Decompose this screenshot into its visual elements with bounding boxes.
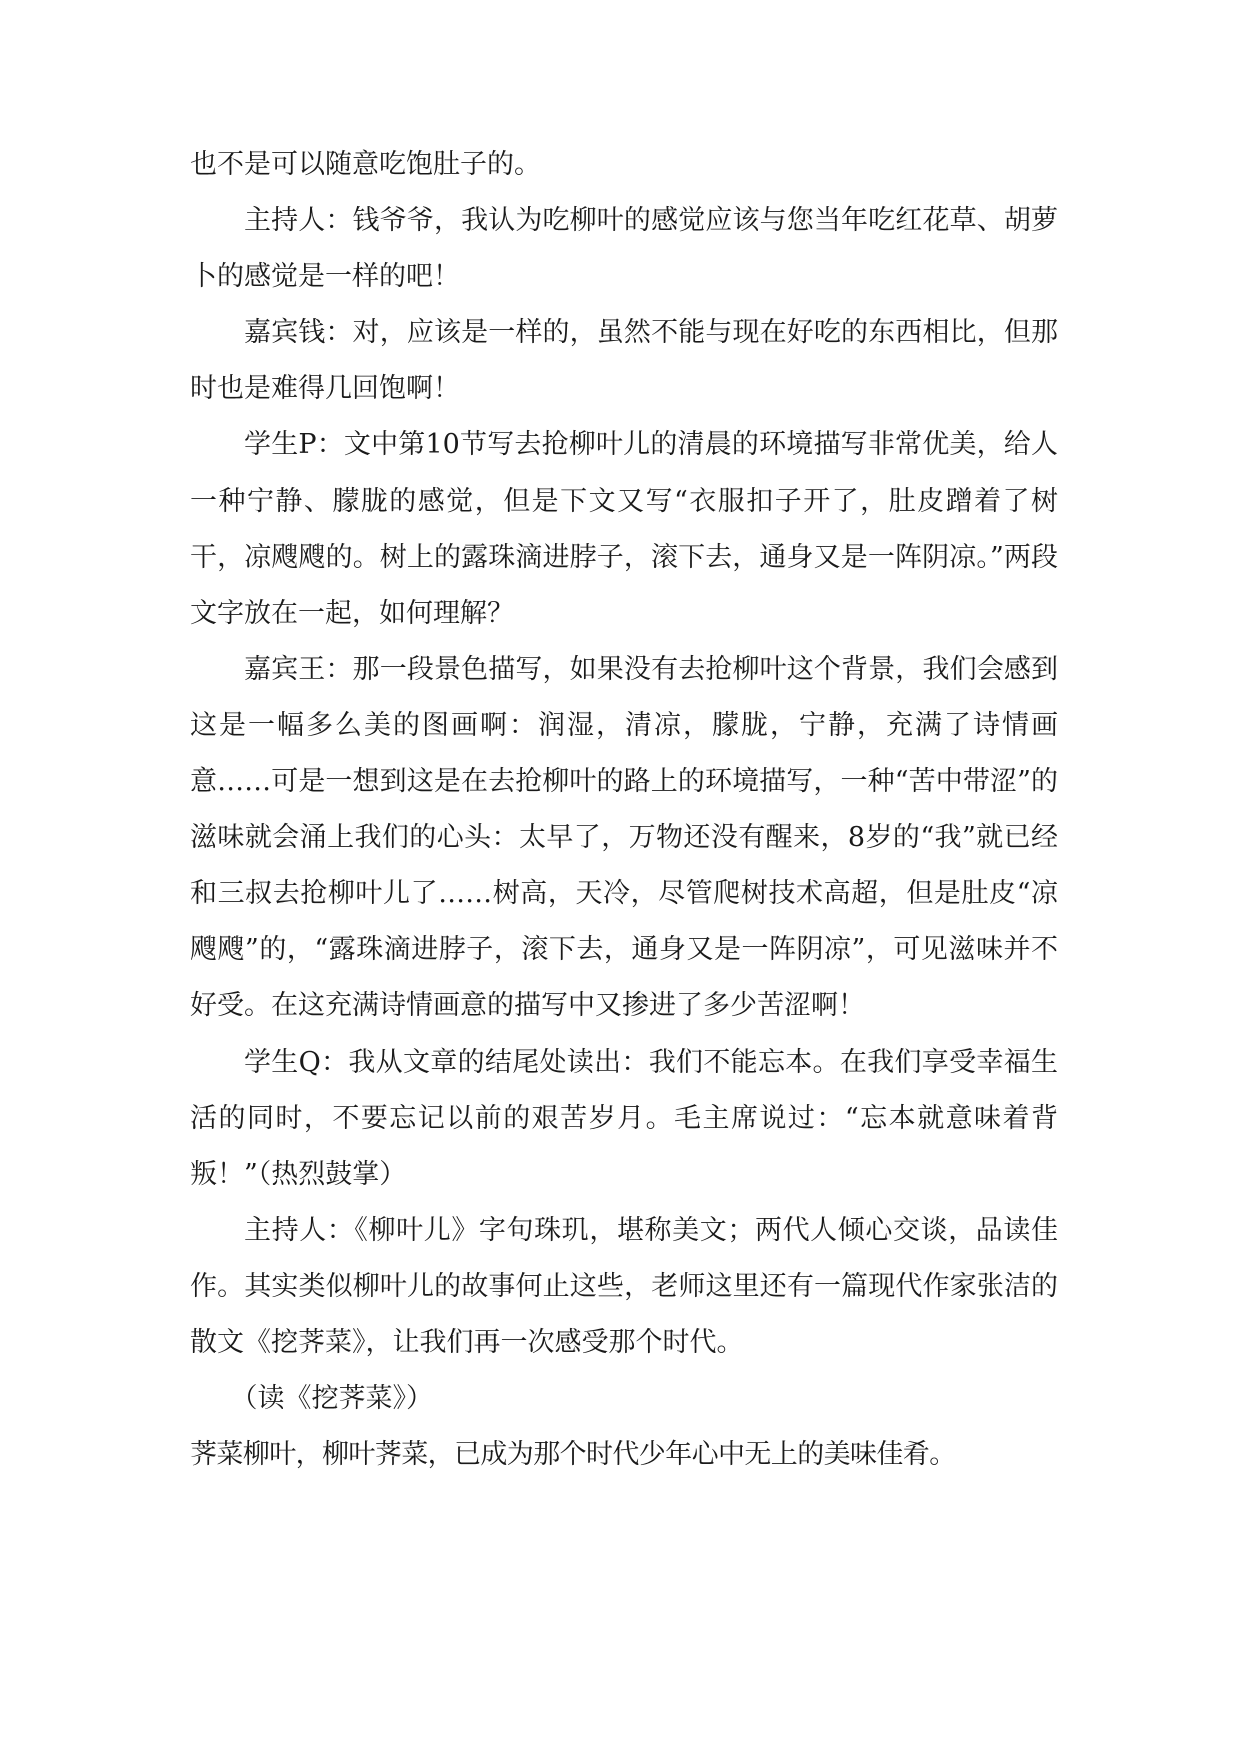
paragraph-student-p: 学生P：文中第10节写去抢柳叶儿的清晨的环境描写非常优美，给人一种宁静、朦胧的感觉，但是下文又写“衣服扣子开了，肚皮蹭着了树干，凉飕飕的。树上的露珠滴进脖子，滚下去，通身又是一阵阴凉。”两段文字放在一起，如何理解？: [190, 429, 1058, 629]
paragraph-host-1: 主持人：钱爷爷，我认为吃柳叶的感觉应该与您当年吃红花草、胡萝卜的感觉是一样的吧！: [190, 205, 1058, 293]
paragraph-host-2: 主持人：《柳叶儿》字句珠玑，堪称美文；两代人倾心交谈，品读佳作。其实类似柳叶儿的故事何止这些，老师这里还有一篇现代作家张洁的散文《挖荠菜》，让我们再一次感受那个时代。: [190, 1214, 1058, 1358]
paragraph-guest-wang: 嘉宾王：那一段景色描写，如果没有去抢柳叶这个背景，我们会感到这是一幅多么美的图画啊：润湿，清凉，朦胧，宁静，充满了诗情画意……可是一想到这是在去抢柳叶的路上的环境描写，一种“苦中带涩”的滋味就会涌上我们的心头：太早了，万物还没有醒来，8岁的“我”就已经和三叔去抢柳叶儿了……树高，天冷，尽管爬树技术高超，但是肚皮“凉飕飕”的，“露珠滴进脖子，滚下去，通身又是一阵阴凉”，可见滋味并不好受。在这充满诗情画意的描写中又掺进了多少苦涩啊！: [190, 653, 1058, 1022]
document-body: [190, 137, 1058, 1483]
paragraph-reading-note: （读《挖荠菜》）: [230, 1383, 433, 1415]
paragraph-guest-qian: 嘉宾钱：对，应该是一样的，虽然不能与现在好吃的东西相比，但那时也是难得几回饱啊！: [190, 317, 1058, 405]
paragraph-student-q: 学生Q：我从文章的结尾处读出：我们不能忘本。在我们享受幸福生活的同时，不要忘记以前的艰苦岁月。毛主席说过：“忘本就意味着背叛！”（热烈鼓掌）: [190, 1046, 1058, 1190]
paragraph-continuation: 也不是可以随意吃饱肚子的。: [190, 149, 541, 180]
paragraph-closing: 荠菜柳叶，柳叶荠菜，已成为那个时代少年心中无上的美味佳肴。: [190, 1439, 956, 1471]
